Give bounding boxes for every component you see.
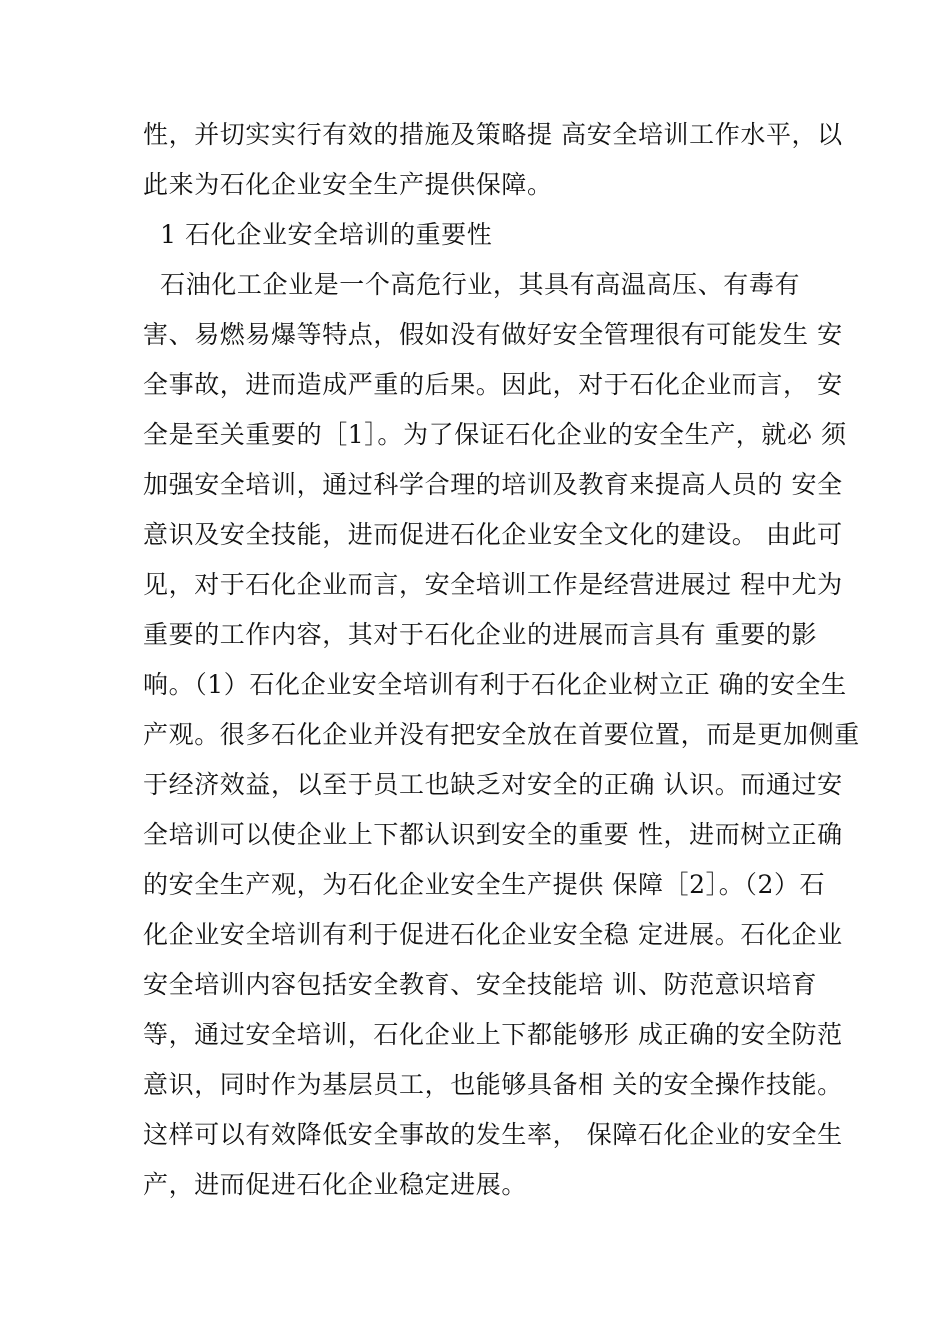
- text-line: 这样可以有效降低安全事故的发生率， 保障石化企业的安全生: [143, 1120, 843, 1149]
- text-line: 重要的工作内容，其对于石化企业的进展而言具有 重要的影: [143, 620, 818, 649]
- text-line: 响。（1）石化企业安全培训有利于石化企业树立正 确的安全生: [143, 670, 847, 699]
- text-line: 全培训可以使企业上下都认识到安全的重要 性，进而树立正确: [143, 820, 843, 849]
- text-line: 全事故，进而造成严重的后果。因此，对于石化企业而言， 安: [143, 370, 843, 399]
- text-line: 性，并切实实行有效的措施及策略提 高安全培训工作水平，以: [143, 120, 843, 149]
- text-line: 见，对于石化企业而言，安全培训工作是经营进展过 程中尤为: [143, 570, 843, 599]
- text-line: 此来为石化企业安全生产提供保障。: [143, 170, 553, 199]
- text-line: 的安全生产观，为石化企业安全生产提供 保障［2］。（2）石: [143, 870, 826, 899]
- text-line: 于经济效益，以至于员工也缺乏对安全的正确 认识。而通过安: [143, 770, 843, 799]
- text-line: 意识及安全技能，进而促进石化企业安全文化的建设。 由此可: [143, 520, 843, 549]
- text-line: 化企业安全培训有利于促进石化企业安全稳 定进展。石化企业: [143, 920, 843, 949]
- text-line: 产，进而促进石化企业稳定进展。: [143, 1170, 528, 1199]
- text-line: 石油化工企业是一个高危行业，其具有高温高压、有毒有: [143, 270, 801, 299]
- text-line: 加强安全培训，通过科学合理的培训及教育来提高人员的 安全: [143, 470, 843, 499]
- text-line: 产观。很多石化企业并没有把安全放在首要位置，而是更加侧重: [143, 720, 860, 749]
- text-line: 等，通过安全培训，石化企业上下都能够形 成正确的安全防范: [143, 1020, 843, 1049]
- text-line: 害、易燃易爆等特点，假如没有做好安全管理很有可能发生 安: [143, 320, 843, 349]
- text-line: 安全培训内容包括安全教育、安全技能培 训、防范意识培育: [143, 970, 818, 999]
- text-line: 意识，同时作为基层员工，也能够具备相 关的安全操作技能。: [143, 1070, 843, 1099]
- section-heading: 1 石化企业安全培训的重要性: [143, 220, 493, 249]
- text-line: 全是至关重要的［1］。为了保证石化企业的安全生产，就必 须: [143, 420, 847, 449]
